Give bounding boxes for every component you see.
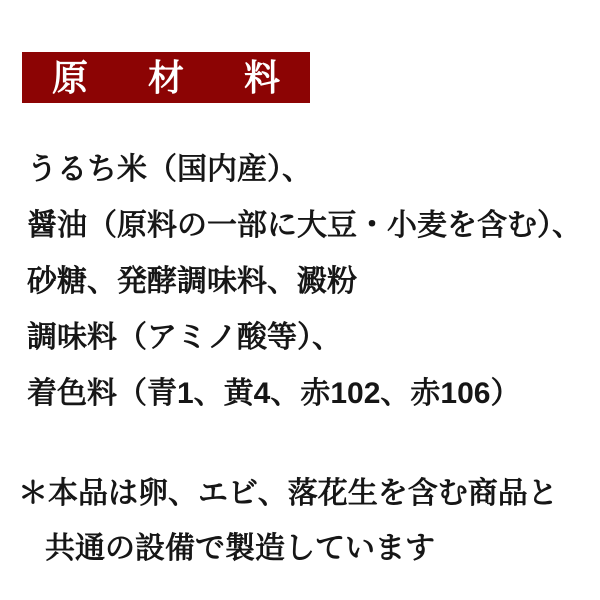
ingredient-line-rice: うるち米（国内産）、 — [27, 153, 312, 186]
ingredient-line-coloring: 着色料（青1、黄4、赤102、赤106） — [27, 377, 521, 410]
ingredients-list — [27, 142, 595, 422]
header-char: 原 — [52, 56, 89, 98]
ingredients-header — [22, 52, 310, 103]
allergen-note — [0, 466, 580, 576]
allergen-note-line-1: ＊本品は卵、エビ、落花生を含む商品と — [18, 477, 558, 510]
ingredient-line-sugar-starch: 砂糖、発酵調味料、澱粉 — [27, 265, 357, 298]
header-char: 料 — [243, 56, 280, 98]
ingredient-line-seasoning: 調味料（アミノ酸等）、 — [27, 321, 342, 354]
ingredient-line-soy-sauce: 醤油（原料の一部に大豆・小麦を含む）、 — [27, 209, 582, 242]
allergen-note-line-2: 共通の設備で製造しています — [45, 532, 435, 565]
header-char: 材 — [147, 56, 184, 98]
